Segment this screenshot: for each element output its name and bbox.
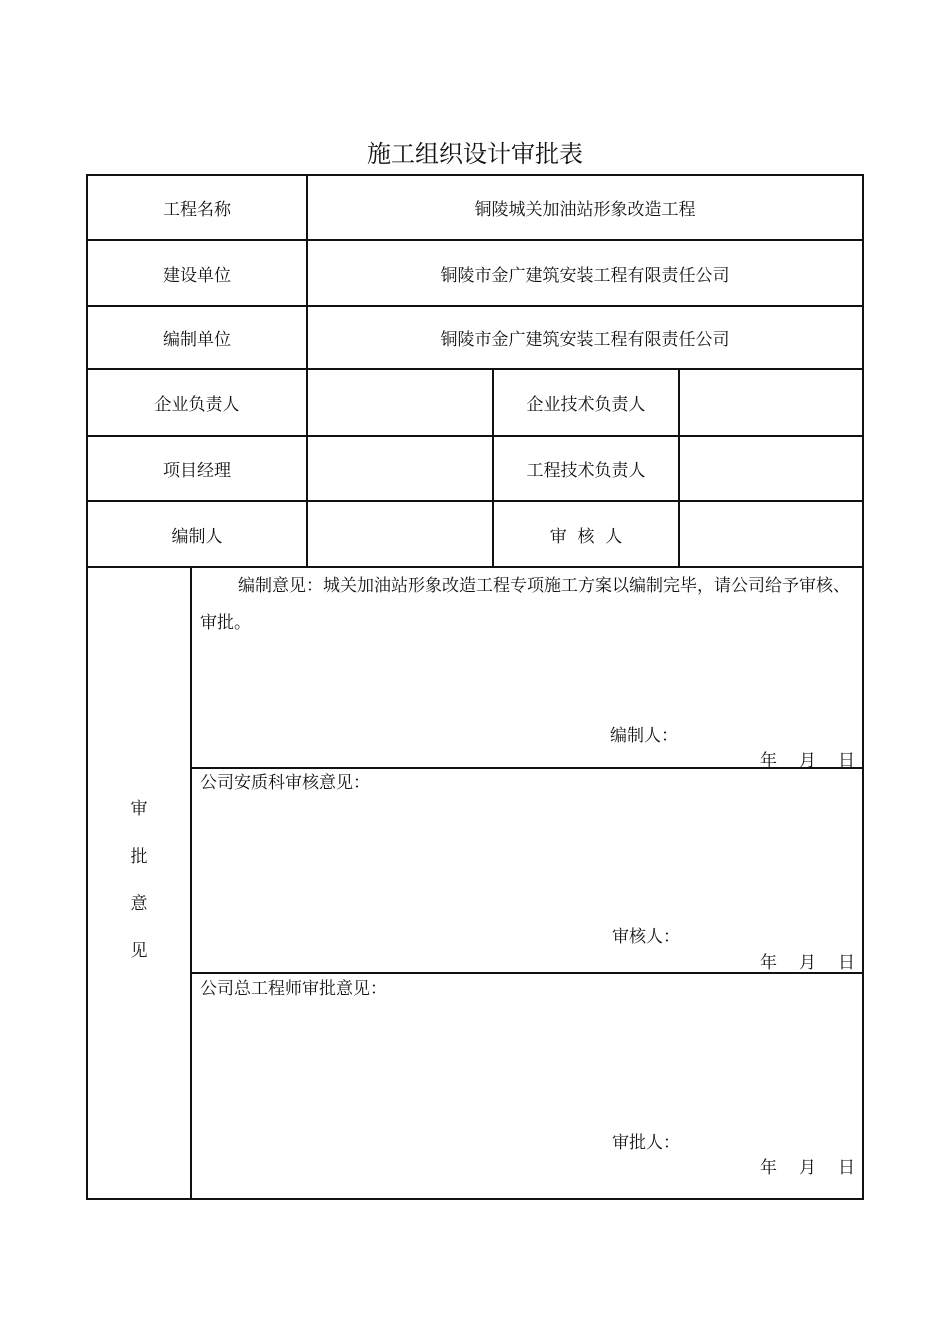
chief-engineer-opinion-text: 公司总工程师审批意见：: [200, 979, 387, 999]
safety-review-opinion-text: 公司安质科审核意见：: [200, 773, 370, 793]
compiling-unit-value: 铜陵市金广建筑安装工程有限责任公司: [440, 330, 730, 350]
day-label: 日: [838, 751, 855, 771]
compiler-label: 编制人: [171, 526, 223, 547]
reviewer-label: 审 核 人: [549, 526, 623, 547]
enterprise-head-label: 企业负责人: [154, 395, 240, 415]
form-title: 施工组织设计审批表: [367, 140, 583, 168]
review-signer-label: 审核人：: [612, 927, 680, 947]
approval-side-label-char: 见: [130, 941, 148, 961]
engineering-tech-head-value[interactable]: [680, 437, 862, 500]
enterprise-tech-head-label: 企业技术负责人: [526, 395, 646, 415]
approval-side-label-char: 意: [130, 894, 148, 914]
approval-side-label-char: 批: [130, 847, 148, 867]
enterprise-tech-head-value[interactable]: [680, 370, 862, 435]
compiler-value[interactable]: [308, 502, 492, 566]
month-label: 月: [799, 1158, 816, 1178]
day-label: 日: [838, 1158, 855, 1178]
project-name-label: 工程名称: [163, 200, 231, 220]
construction-unit-value: 铜陵市金广建筑安装工程有限责任公司: [440, 265, 730, 286]
review-date: [760, 948, 855, 973]
compiling-unit-label: 编制单位: [163, 330, 231, 350]
month-label: 月: [799, 953, 816, 973]
compile-signer-label: 编制人：: [610, 726, 678, 746]
project-manager-label: 项目经理: [163, 461, 231, 481]
project-manager-value[interactable]: [308, 437, 492, 500]
construction-unit-label: 建设单位: [163, 265, 231, 286]
month-label: 月: [799, 751, 816, 771]
approval-date: [760, 1153, 855, 1178]
engineering-tech-head-label: 工程技术负责人: [526, 461, 646, 481]
year-label: 年: [760, 751, 777, 771]
reviewer-value[interactable]: [680, 502, 862, 566]
compile-opinion-text: 编制意见：城关加油站形象改造工程专项施工方案以编制完毕，请公司给予审核、审批。: [200, 576, 850, 633]
approval-form: [86, 174, 864, 1200]
project-name-value: 铜陵城关加油站形象改造工程: [474, 200, 696, 220]
approval-side-label-char: 审: [130, 799, 148, 819]
enterprise-head-value[interactable]: [308, 370, 492, 435]
column-divider: [190, 566, 192, 1198]
day-label: 日: [838, 953, 855, 973]
year-label: 年: [760, 953, 777, 973]
year-label: 年: [760, 1158, 777, 1178]
approval-signer-label: 审批人：: [612, 1133, 680, 1153]
